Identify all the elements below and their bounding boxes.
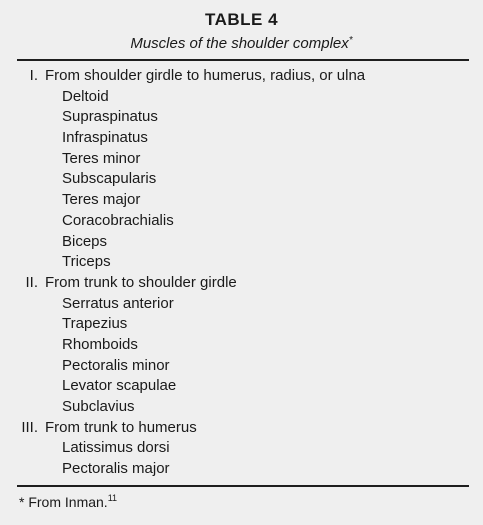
muscle-item: [0, 314, 483, 335]
muscle-name: Deltoid: [62, 87, 109, 105]
muscle-item: [0, 438, 483, 459]
footnote-mark: *: [19, 494, 25, 510]
muscle-item: [0, 149, 483, 170]
section-heading: From shoulder girdle to humerus, radius, or ulna: [45, 67, 366, 84]
section-heading: From trunk to shoulder girdle: [45, 273, 237, 291]
footnote: [19, 493, 117, 510]
muscle-item: [0, 335, 483, 356]
muscle-item: [0, 356, 483, 377]
muscle-item: [0, 87, 483, 108]
muscle-name: Teres major: [62, 191, 141, 209]
muscle-name: Coracobrachialis: [62, 211, 174, 229]
muscle-item: [0, 376, 483, 397]
muscle-list: [0, 66, 483, 480]
section-heading-row: [0, 418, 483, 439]
section-heading: From trunk to humerus: [45, 418, 197, 436]
muscle-item: [0, 169, 483, 190]
section-numeral: III.: [21, 418, 38, 436]
top-rule: [17, 59, 469, 61]
muscle-name: Serratus anterior: [62, 294, 174, 312]
muscle-name: Latissimus dorsi: [62, 439, 170, 457]
section-heading-row: [0, 66, 483, 87]
section-numeral: I.: [29, 67, 38, 84]
muscle-item: [0, 128, 483, 149]
muscle-name: Teres minor: [62, 149, 141, 167]
muscle-name: Pectoralis major: [62, 460, 170, 478]
footnote-reference: 11: [107, 493, 118, 503]
table-subtitle-text: Muscles of the shoulder complex: [130, 35, 349, 52]
muscle-name: Triceps: [62, 253, 111, 271]
table-title: TABLE 4: [204, 10, 279, 29]
muscle-item: [0, 294, 483, 315]
muscle-name: Trapezius: [62, 315, 128, 333]
footnote-text: From Inman.: [28, 494, 108, 510]
muscle-item: [0, 459, 483, 480]
muscle-name: Subclavius: [62, 398, 135, 415]
muscle-item: [0, 190, 483, 211]
muscle-item: [0, 252, 483, 273]
muscle-item: [0, 397, 483, 418]
muscle-name: Infraspinatus: [62, 129, 148, 147]
muscle-name: Rhomboids: [62, 335, 138, 353]
muscle-item: [0, 232, 483, 253]
muscle-name: Levator scapulae: [62, 377, 177, 395]
muscle-item: [0, 107, 483, 128]
muscle-name: Supraspinatus: [62, 108, 158, 126]
section-numeral: II.: [25, 273, 38, 291]
muscle-item: [0, 211, 483, 232]
table-subtitle: [0, 35, 483, 52]
subtitle-footnote-mark: *: [348, 35, 353, 46]
bottom-rule: [17, 485, 469, 487]
section-heading-row: [0, 273, 483, 294]
muscle-name: Pectoralis minor: [62, 356, 170, 374]
muscle-name: Biceps: [62, 232, 108, 250]
muscle-name: Subscapularis: [62, 170, 157, 188]
